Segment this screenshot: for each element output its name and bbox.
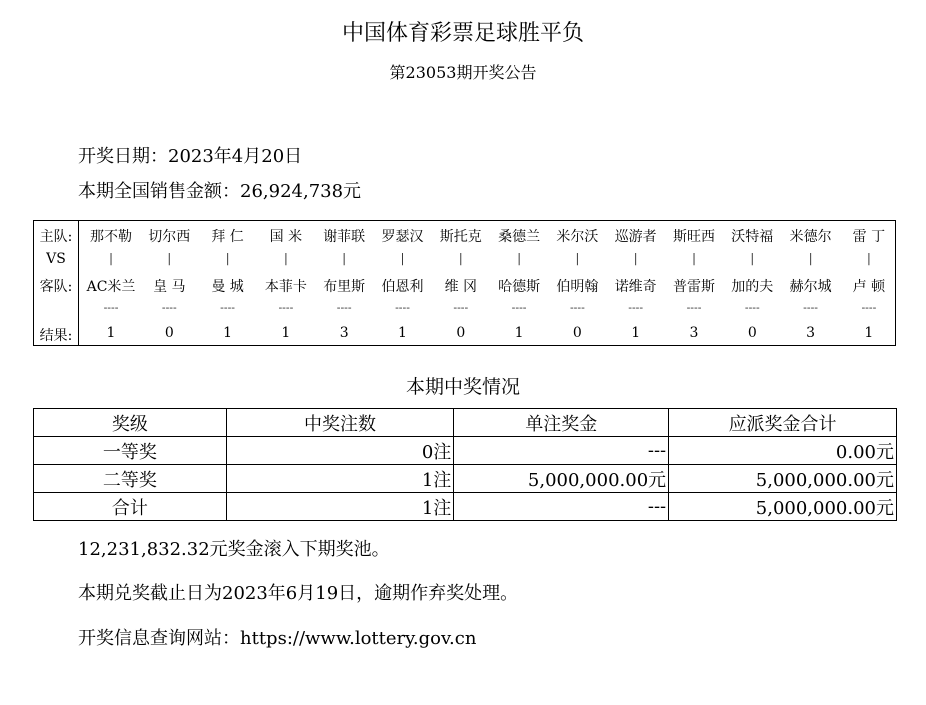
prize-title: 本期中奖情况	[405, 376, 520, 398]
vs-divider: |	[517, 251, 522, 265]
header-count: 中奖注数	[226, 409, 454, 437]
header-total-prize: 应派奖金合计	[669, 409, 897, 437]
dash-divider: ----	[511, 301, 527, 314]
away-row-label: 客队:	[39, 279, 73, 295]
home-team: 那不勒	[90, 229, 132, 245]
label-separator	[78, 221, 79, 345]
away-team: 伯恩利	[381, 279, 424, 295]
total-prize: 5,000,000.00元	[669, 493, 897, 521]
prize-header-row	[34, 409, 897, 437]
match-result: 1	[631, 325, 641, 341]
match-result: 1	[281, 325, 291, 341]
vs-divider: |	[866, 251, 871, 265]
away-team: 赫尔城	[789, 279, 832, 295]
away-team: 皇 马	[153, 279, 186, 295]
match-result: 1	[864, 325, 874, 341]
total-prize: 5,000,000.00元	[669, 465, 897, 493]
winner-count: 1注	[226, 493, 454, 521]
home-team: 罗瑟汉	[381, 229, 424, 245]
match-result: 0	[572, 325, 582, 341]
unit-prize: ---	[454, 493, 669, 521]
match-result: 0	[747, 325, 757, 341]
website-note: 开奖信息查询网站：https://www.lottery.gov.cn	[78, 628, 477, 649]
away-team: 哈德斯	[498, 279, 541, 295]
home-team: 米尔沃	[556, 229, 599, 245]
match-result: 1	[514, 325, 524, 341]
match-result: 1	[223, 325, 233, 341]
unit-prize: 5,000,000.00元	[454, 465, 669, 493]
winner-count: 0注	[226, 437, 454, 465]
home-team: 沃特福	[731, 229, 774, 245]
home-row-label: 主队:	[39, 229, 73, 245]
away-team: 维 冈	[444, 279, 478, 295]
match-result: 3	[806, 325, 816, 341]
total-prize: 0.00元	[669, 437, 897, 465]
dash-divider: ----	[628, 301, 644, 314]
away-team: AC米兰	[86, 279, 136, 295]
dash-divider: ----	[861, 301, 877, 314]
draw-date: 开奖日期：2023年4月20日	[78, 146, 303, 167]
match-result: 3	[339, 325, 349, 341]
dash-divider: ----	[744, 301, 760, 314]
away-team: 伯明翰	[556, 279, 599, 295]
winner-count: 1注	[226, 465, 454, 493]
match-result: 1	[398, 325, 407, 341]
dash-divider: ----	[395, 301, 410, 314]
vs-divider: |	[458, 251, 463, 265]
vs-divider: |	[225, 251, 230, 265]
home-team: 切尔西	[148, 229, 191, 245]
away-team: 诺维奇	[614, 279, 657, 295]
prize-level: 二等奖	[34, 465, 227, 493]
dash-divider: ----	[803, 301, 819, 314]
header-unit-prize: 单注奖金	[454, 409, 669, 437]
home-team: 雷 丁	[852, 229, 886, 245]
match-result: 3	[689, 325, 699, 341]
page-title: 中国体育彩票足球胜平负	[341, 21, 584, 46]
vs-divider: |	[283, 251, 288, 265]
match-table	[33, 220, 896, 346]
home-team: 国 米	[269, 229, 303, 245]
away-team: 普雷斯	[673, 279, 715, 295]
vs-divider: |	[342, 251, 347, 265]
home-team: 桑德兰	[498, 229, 541, 245]
unit-prize: ---	[454, 437, 669, 465]
vs-divider: |	[575, 251, 580, 265]
deadline-note: 本期兑奖截止日为2023年6月19日，逾期作弃奖处理。	[78, 583, 519, 604]
vs-divider: |	[108, 251, 114, 265]
table-row	[34, 465, 897, 493]
dash-divider: ----	[220, 301, 236, 314]
vs-divider: |	[750, 251, 755, 265]
away-team: 卢 顿	[852, 279, 886, 295]
away-team: 本菲卡	[264, 279, 307, 295]
vs-divider: |	[167, 251, 172, 265]
vs-divider: |	[400, 251, 405, 265]
home-team: 谢菲联	[323, 229, 366, 245]
home-team: 斯托克	[439, 229, 482, 245]
dash-divider: ----	[103, 301, 119, 314]
prize-level: 一等奖	[34, 437, 227, 465]
match-result: 0	[164, 325, 174, 341]
home-team: 斯旺西	[673, 229, 715, 245]
vs-divider: |	[691, 251, 697, 265]
match-result: 0	[456, 325, 466, 341]
dash-divider: ----	[278, 301, 294, 314]
dash-divider: ----	[453, 301, 469, 314]
vs-row-label: VS	[46, 251, 66, 267]
vs-divider: |	[808, 251, 813, 265]
vs-divider: |	[633, 251, 638, 265]
home-team: 巡游者	[614, 229, 657, 245]
dash-divider: ----	[161, 301, 177, 314]
dash-divider: ----	[686, 301, 702, 314]
away-team: 布里斯	[323, 279, 366, 295]
result-row-label: 结果:	[39, 328, 73, 344]
prize-table	[33, 408, 897, 521]
away-team: 曼 城	[211, 279, 244, 295]
match-result: 1	[106, 325, 116, 341]
dash-divider: ----	[569, 301, 585, 314]
home-team: 米德尔	[789, 229, 832, 245]
table-row	[34, 437, 897, 465]
home-team: 拜 仁	[211, 229, 244, 245]
page-subtitle: 第23053期开奖公告	[389, 63, 537, 82]
away-team: 加的夫	[731, 279, 774, 295]
prize-level: 合计	[34, 493, 227, 521]
header-level: 奖级	[34, 409, 227, 437]
table-row	[34, 493, 897, 521]
sales-amount: 本期全国销售金额：26,924,738元	[78, 181, 362, 202]
rollover-note: 12,231,832.32元奖金滚入下期奖池。	[78, 539, 390, 560]
dash-divider: ----	[336, 301, 352, 314]
